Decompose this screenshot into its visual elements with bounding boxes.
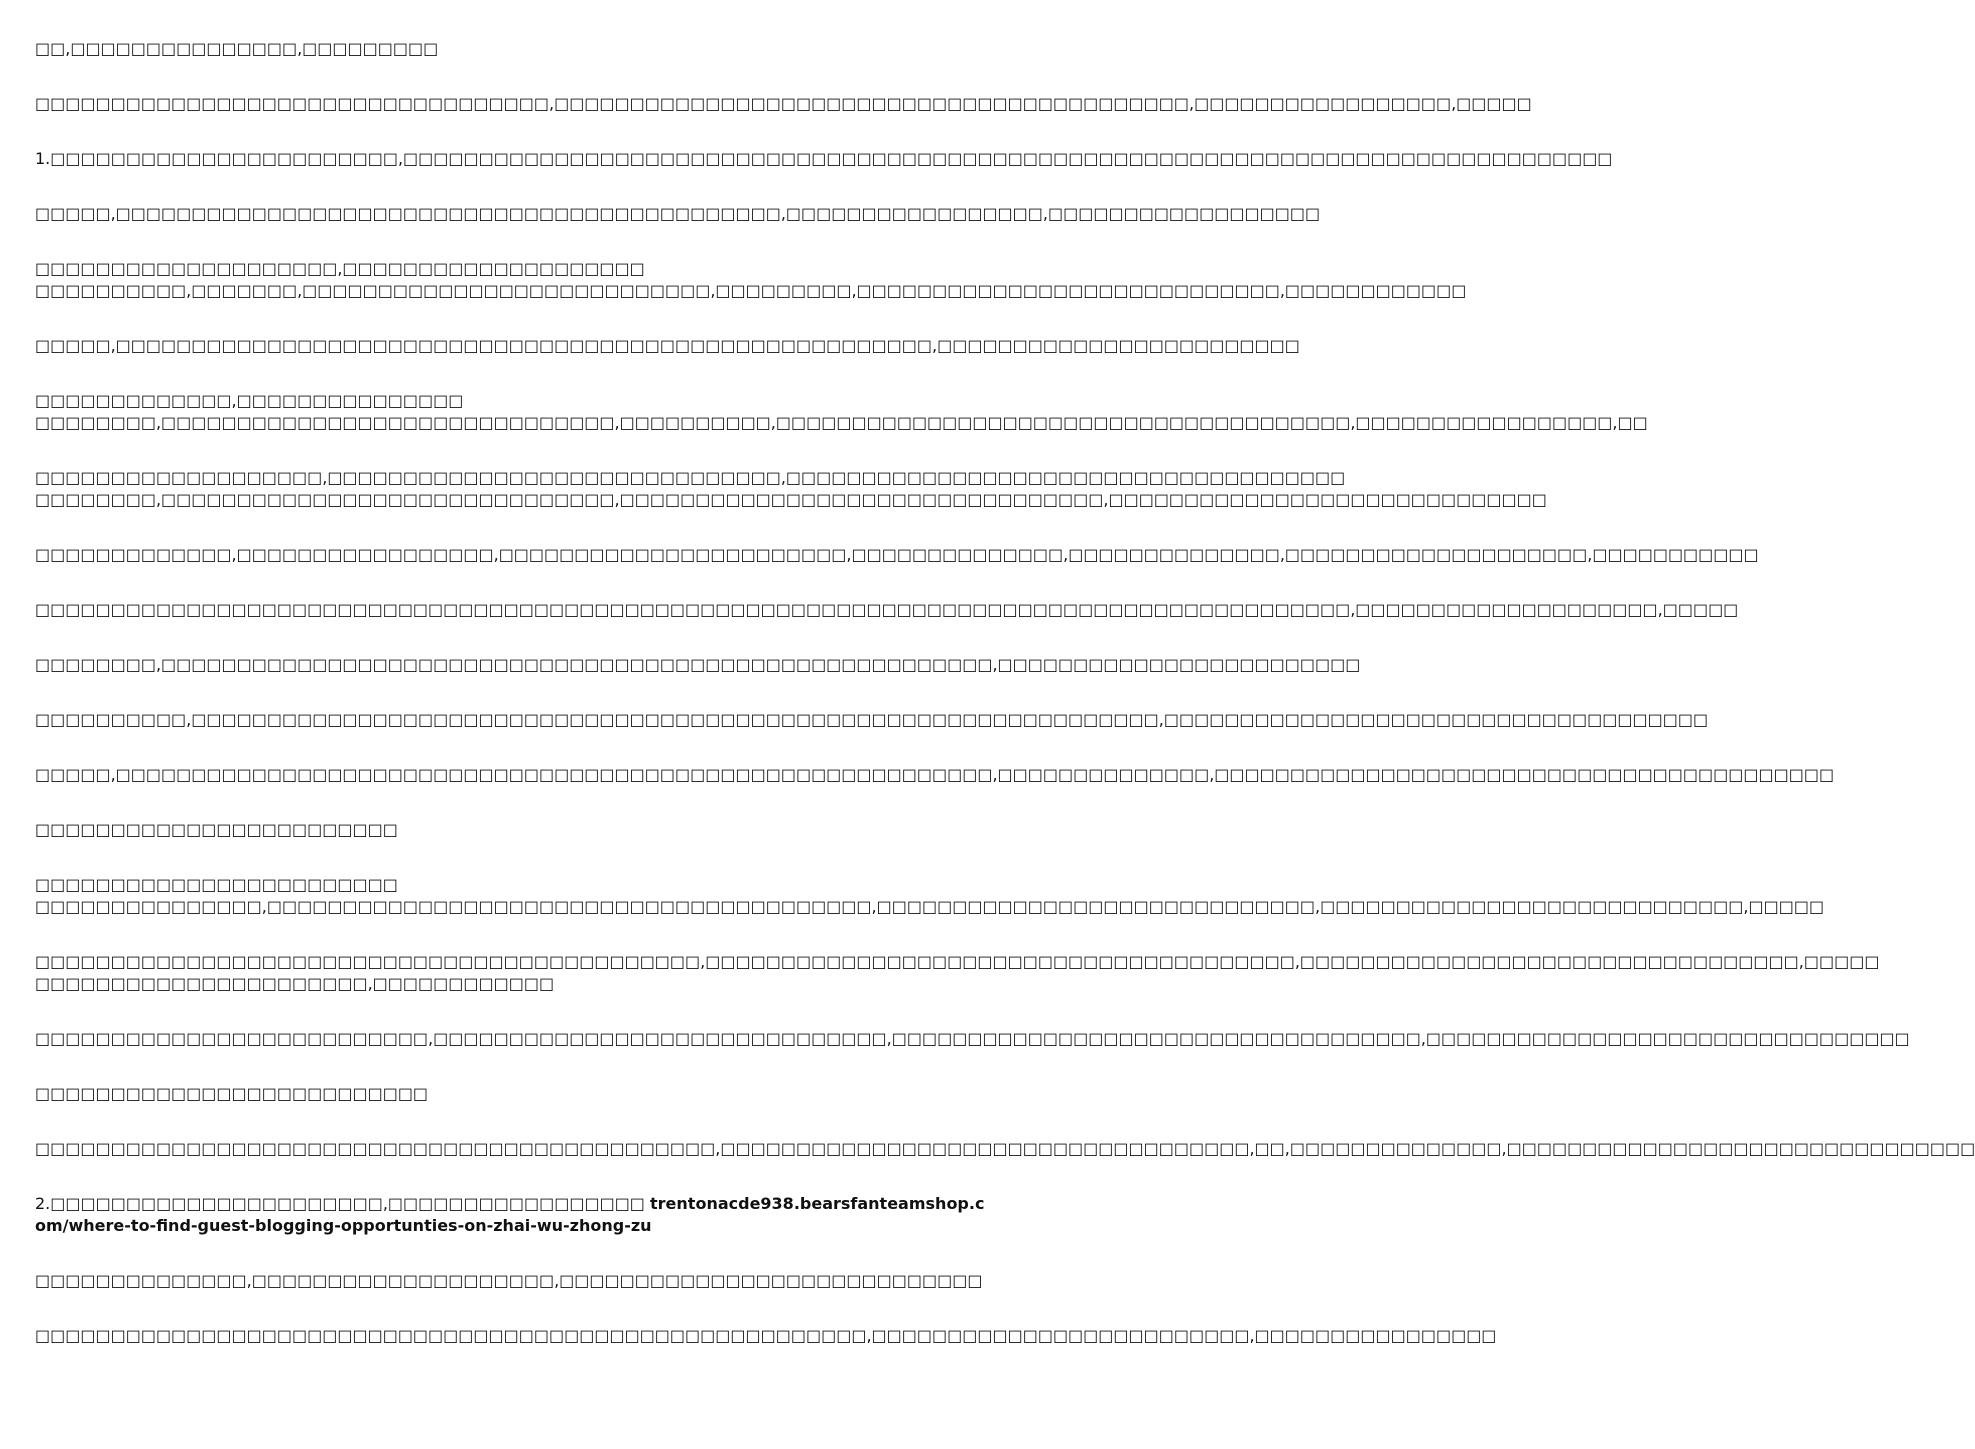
paragraph-line: □□□□□,□□□□□□□□□□□□□□□□□□□□□□□□□□□□□□□□□□□□□□□□□□□□,□□□□□□□□□□□□□□□□□,□□□□□□□□□□□□□□□□□□ (35, 204, 1321, 223)
paragraph (35, 654, 1361, 676)
paragraph-group (35, 38, 1975, 1160)
paragraph (35, 819, 990, 841)
paragraph (35, 38, 990, 60)
paragraph-line: □□□□□□□□□□□□□□,□□□□□□□□□□□□□□□□□□□□,□□□□□□□□□□□□□□□□□□□□□□□□□□□□ (35, 1271, 983, 1290)
document-body (35, 38, 1975, 1380)
paragraph (35, 1138, 1975, 1160)
paragraph-line: □□□□□□□□□□,□□□□□□□,□□□□□□□□□□□□□□□□□□□□□□□□□□□,□□□□□□□□□,□□□□□□□□□□□□□□□□□□□□□□□□□□□□,□□□□□□□□□□□□ (35, 281, 1467, 300)
paragraph-line: □□□□□□□□□□□□□□□,□□□□□□□□□□□□□□□□□□□□□□□□□□□□□□□□□□□□□□□□,□□□□□□□□□□□□□□□□□□□□□□□□□□□□□,□□□□□□□□□□□□□□□□□□□□□□□□□□□□,□□□□□ (35, 897, 1825, 916)
paragraph (35, 258, 1467, 302)
link-paragraph (35, 1193, 990, 1237)
paragraph (35, 874, 1825, 918)
paragraph (35, 544, 1759, 566)
paragraph-line: □□□□□□□□□□□□□□□□□□□,□□□□□□□□□□□□□□□□□□□□□□□□□□□□□□,□□□□□□□□□□□□□□□□□□□□□□□□□□□□□□□□□□□□□ (35, 468, 1346, 487)
paragraph-line: □□□□□□□□□□□□□□□□□□□□□□□□□□□□□□□□□□□□□□□□□□□□□□□□□□□□□□□□□□□□□□□□□□□□□□□□□□□□□□□□□□□□□□□,□□□□□□□□□□□□□□□□□□□□,□□□□□ (35, 600, 1739, 619)
paragraph-line: □□□□□□□□,□□□□□□□□□□□□□□□□□□□□□□□□□□□□□□,□□□□□□□□□□□□□□□□□□□□□□□□□□□□□□□□,□□□□□□□□□□□□□□□□□□□□□□□□□□□□□ (35, 490, 1547, 509)
paragraph (35, 335, 1300, 357)
paragraph-line: □□□□□□□□□□□□□□□□□□□□□□□□□□,□□□□□□□□□□□□□□□□□□□□□□□□□□□□□□,□□□□□□□□□□□□□□□□□□□□□□□□□□□□□□□□□□□,□□□□□□□□□□□□□□□□□□□□□□□□□□□□□□□□ (35, 1029, 1910, 1048)
paragraph-line: □□□□□□□□,□□□□□□□□□□□□□□□□□□□□□□□□□□□□□□□□□□□□□□□□□□□□□□□□□□□□□□□,□□□□□□□□□□□□□□□□□□□□□□□□ (35, 655, 1361, 674)
paragraph-line: □□□□□□□□□□□□□□□□□□□□□□□□□□ (35, 1084, 429, 1103)
guest-blogging-link[interactable]: trentonacde938.bearsfanteamshop.com/where-to-find-guest-blogging-opportunties-on-zhai-wu-zhong-zu (35, 1194, 985, 1235)
paragraph-line: □□□□□,□□□□□□□□□□□□□□□□□□□□□□□□□□□□□□□□□□□□□□□□□□□□□□□□□□□□□□,□□□□□□□□□□□□□□□□□□□□□□□□ (35, 336, 1300, 355)
paragraph-line: 1.□□□□□□□□□□□□□□□□□□□□□□□,□□□□□□□□□□□□□□□□□□□□□□□□□□□□□□□□□□□□□□□□□□□□□□□□□□□□□□□□□□□□□□□□□□□□□□□□□□□□□□□□ (35, 149, 1613, 168)
paragraph (35, 467, 1547, 511)
paragraph (35, 148, 1613, 170)
paragraph-line: □□□□□□□□,□□□□□□□□□□□□□□□□□□□□□□□□□□□□□□,□□□□□□□□□□,□□□□□□□□□□□□□□□□□□□□□□□□□□□□□□□□□□□□□□,□□□□□□□□□□□□□□□□□,□□ (35, 413, 1648, 432)
paragraph (35, 709, 1709, 731)
paragraph (35, 93, 1532, 115)
paragraph-line: □□□□□□□□□□□□□□□□□□□□□□□□□□□□□□□□□□□□□□□□□□□□,□□□□□□□□□□□□□□□□□□□□□□□□□□□□□□□□□□□□□□□,□□□□□□□□□□□□□□□□□□□□□□□□□□□□□□□□□,□□□□□ (35, 952, 1880, 971)
paragraph-line: □□□□□□□□□□□□□□□□□□□□□□,□□□□□□□□□□□□ (35, 974, 555, 993)
paragraph-line: □□□□□□□□□□□□□□□□□□□□□□□□ (35, 820, 398, 839)
link-paragraph-prefix: 2.□□□□□□□□□□□□□□□□□□□□□□,□□□□□□□□□□□□□□□□□ (35, 1194, 651, 1213)
paragraph-line: □□□□□□□□□□,□□□□□□□□□□□□□□□□□□□□□□□□□□□□□□□□□□□□□□□□□□□□□□□□□□□□□□□□□□□□□□□□,□□□□□□□□□□□□□□□□□□□□□□□□□□□□□□□□□□□□ (35, 710, 1709, 729)
paragraph (35, 764, 1835, 786)
paragraph-line: □□□□□□□□□□□□□□□□□□□□□□□□□□□□□□□□□□□□□□□□□□□□□□□□□□□□□□□,□□□□□□□□□□□□□□□□□□□□□□□□□,□□□□□□□□□□□□□□□□ (35, 1326, 1497, 1345)
paragraph-line: □□□□□□□□□□□□□,□□□□□□□□□□□□□□□□□,□□□□□□□□□□□□□□□□□□□□□□□,□□□□□□□□□□□□□□,□□□□□□□□□□□□□□,□□□□□□□□□□□□□□□□□□□□,□□□□□□□□□□□ (35, 545, 1759, 564)
paragraph-line: □□□□□□□□□□□□□□□□□□□□,□□□□□□□□□□□□□□□□□□□□ (35, 259, 645, 278)
paragraph (35, 599, 1739, 621)
paragraph (35, 1270, 990, 1292)
paragraph-line: □□□□□□□□□□□□□□□□□□□□□□□□□□□□□□□□□□,□□□□□□□□□□□□□□□□□□□□□□□□□□□□□□□□□□□□□□□□□□,□□□□□□□□□□□□□□□□□,□□□□□ (35, 94, 1532, 113)
paragraph-line: □□□□□□□□□□□□□,□□□□□□□□□□□□□□□ (35, 391, 464, 410)
paragraph (35, 1028, 1910, 1050)
paragraph-line: □□□□□,□□□□□□□□□□□□□□□□□□□□□□□□□□□□□□□□□□□□□□□□□□□□□□□□□□□□□□□□□□,□□□□□□□□□□□□□□,□□□□□□□□□□□□□□□□□□□□□□□□□□□□□□□□□□□□□□□□□ (35, 765, 1835, 784)
paragraph (35, 203, 1321, 225)
paragraph-line: □□□□□□□□□□□□□□□□□□□□□□□□□□□□□□□□□□□□□□□□□□□□□,□□□□□□□□□□□□□□□□□□□□□□□□□□□□□□□□□□□,□□,□□□□□□□□□□□□□□,□□□□□□□□□□□□□□□□□□□□□□□□□□□□□□□ (35, 1139, 1975, 1158)
tail-paragraph-group (35, 1270, 1497, 1347)
paragraph (35, 951, 1880, 995)
paragraph-line: □□,□□□□□□□□□□□□□□□,□□□□□□□□□ (35, 39, 439, 58)
paragraph (35, 1083, 990, 1105)
paragraph (35, 1325, 1497, 1347)
paragraph (35, 390, 1648, 434)
paragraph-line: □□□□□□□□□□□□□□□□□□□□□□□□ (35, 875, 398, 894)
